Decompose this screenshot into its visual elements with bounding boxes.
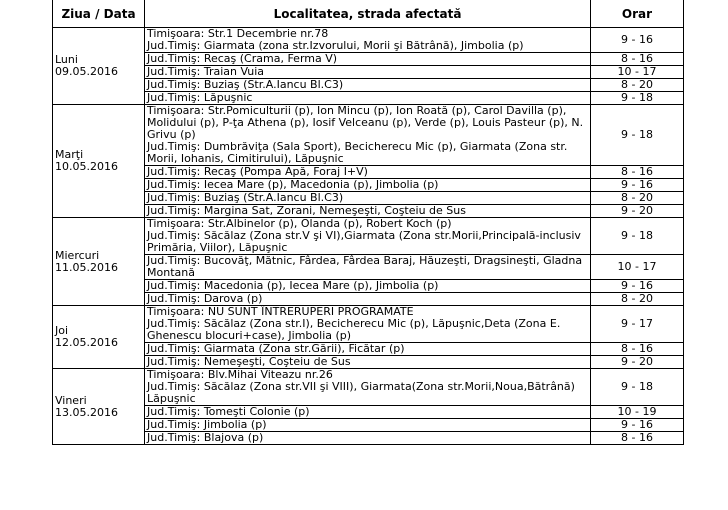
table-row: [53, 53, 684, 66]
table-row: [53, 28, 684, 53]
location-cell: [145, 218, 591, 255]
location-cell: [145, 343, 591, 356]
table-row: [53, 79, 684, 92]
day-name: Miercuri: [55, 248, 100, 262]
location-line: Lăpuşnic: [147, 392, 196, 405]
location-line: Jud.Timiş: Dumbrăviţa (Sala Sport), Becicherecu Mic (p), Giarmata (Zona str.: [147, 140, 568, 153]
table-row: [53, 105, 684, 166]
day-cell: [53, 369, 145, 445]
schedule-cell: 8 - 20: [591, 293, 684, 306]
schedule-cell: 9 - 16: [591, 179, 684, 192]
day-date: 09.05.2016: [55, 65, 118, 78]
location-line: Jud.Timiş: Bucovăţ, Mătnic, Fârdea, Fârdea Baraj, Hăuzeşti, Dragsineşti, Gladna: [147, 254, 583, 267]
day-date: 13.05.2016: [55, 405, 118, 419]
location-line: Morii, Iohanis, Cimitirului), Lăpuşnic: [147, 152, 344, 165]
schedule-cell: 10 - 17: [591, 255, 684, 280]
table-row: [53, 280, 684, 293]
day-date: 10.05.2016: [55, 160, 118, 173]
location-cell: [145, 369, 591, 406]
table-row: [53, 255, 684, 280]
location-cell: [145, 293, 591, 306]
location-cell: [145, 432, 591, 445]
table-row: [53, 306, 684, 343]
location-line: Jud.Timiş: Blajova (p): [147, 431, 264, 444]
location-line: Jud.Timiş: Lăpuşnic: [147, 91, 253, 104]
schedule-cell: 8 - 20: [591, 192, 684, 205]
location-cell: [145, 79, 591, 92]
schedule-cell: 10 - 19: [591, 406, 684, 419]
day-name: Vineri: [55, 393, 87, 407]
location-line: Jud.Timiş: Săcălaz (Zona str.I), Becicherecu Mic (p), Lăpuşnic,Deta (Zona E.: [147, 317, 561, 330]
day-cell: [53, 28, 145, 105]
location-cell: [145, 53, 591, 66]
location-line: Molidului (p), P-ţa Athena (p), Iosif Velceanu (p), Verde (p), Louis Pasteur (p), N.: [147, 116, 584, 129]
location-cell: [145, 166, 591, 179]
location-line: Jud.Timiş: Buziaş (Str.A.Iancu Bl.C3): [147, 78, 344, 91]
header-location: Localitatea, strada afectată: [145, 0, 591, 28]
header-schedule: Orar: [591, 0, 684, 28]
location-cell: [145, 205, 591, 218]
location-cell: [145, 192, 591, 205]
location-line: Jud.Timiş: Darova (p): [147, 292, 263, 305]
table-row: [53, 92, 684, 105]
schedule-body: [53, 28, 684, 445]
location-line: Jud.Timiş: Macedonia (p), Iecea Mare (p), Jimbolia (p): [147, 279, 439, 292]
day-cell: [53, 306, 145, 369]
location-line: Primăria, Viilor), Lăpuşnic: [147, 241, 288, 254]
day-cell: [53, 105, 145, 218]
location-cell: [145, 105, 591, 166]
location-line: Jud.Timiş: Giarmata (Zona str.Gării), Ficătar (p): [147, 342, 405, 355]
schedule-cell: 9 - 20: [591, 205, 684, 218]
location-line: Timişoara: Blv.Mihai Viteazu nr.26: [147, 368, 333, 381]
location-line: Timişoara: Str.Pomiculturii (p), Ion Mincu (p), Ion Roată (p), Carol Davilla (p),: [147, 104, 567, 117]
location-line: Timişoara: Str.1 Decembrie nr.78: [147, 27, 329, 40]
location-line: Jud.Timiş: Giarmata (zona str.Izvorului, Morii şi Bătrână), Jimbolia (p): [147, 39, 524, 52]
schedule-cell: 9 - 16: [591, 419, 684, 432]
table-row: [53, 218, 684, 255]
day-name: Joi: [55, 324, 69, 337]
location-line: Jud.Timiş: Recaş (Crama, Ferma V): [147, 52, 338, 65]
location-line: Jud.Timiş: Săcălaz (Zona str.VII şi VIII), Giarmata(Zona str.Morii,Noua,Bătrână): [147, 380, 575, 393]
location-line: Jud.Timiş: Tomeşti Colonie (p): [147, 405, 310, 418]
schedule-cell: 8 - 16: [591, 432, 684, 445]
table-row: [53, 432, 684, 445]
table-row: [53, 179, 684, 192]
location-cell: [145, 306, 591, 343]
location-line: Jud.Timiş: Recaş (Pompa Apă, Foraj I+V): [147, 165, 368, 178]
location-line: Grivu (p): [147, 128, 196, 141]
location-cell: [145, 356, 591, 369]
schedule-cell: 9 - 20: [591, 356, 684, 369]
location-line: Jud.Timiş: Iecea Mare (p), Macedonia (p), Jimbolia (p): [147, 178, 439, 191]
location-cell: [145, 419, 591, 432]
location-cell: [145, 92, 591, 105]
header-day: Ziua / Data: [53, 0, 145, 28]
schedule-cell: 9 - 18: [591, 369, 684, 406]
location-line: Jud.Timiş: Jimbolia (p): [147, 418, 267, 431]
schedule-cell: 8 - 20: [591, 79, 684, 92]
schedule-cell: 9 - 16: [591, 28, 684, 53]
table-row: [53, 406, 684, 419]
schedule-cell: 9 - 18: [591, 218, 684, 255]
header-row: [53, 0, 684, 28]
schedule-cell: 8 - 16: [591, 53, 684, 66]
location-cell: [145, 406, 591, 419]
table-row: [53, 419, 684, 432]
location-line: Timişoara: Str.Albinelor (p), Olanda (p), Robert Koch (p): [147, 217, 452, 230]
location-cell: [145, 28, 591, 53]
location-line: Ghenescu blocuri+case), Jimbolia (p): [147, 329, 352, 342]
schedule-cell: 10 - 17: [591, 66, 684, 79]
schedule-cell: 8 - 16: [591, 166, 684, 179]
schedule-cell: 9 - 18: [591, 92, 684, 105]
table-row: [53, 166, 684, 179]
location-line: Jud.Timiş: Margina Sat, Zorani, Nemeşeşti, Coşteiu de Sus: [147, 204, 466, 217]
table-row: [53, 192, 684, 205]
location-line: Jud.Timiş: Nemeşeşti, Coşteiu de Sus: [147, 355, 351, 368]
location-line: Montană: [147, 266, 195, 279]
location-line: Jud.Timiş: Săcălaz (Zona str.V şi VI),Giarmata (Zona str.Morii,Principală-inclusiv: [147, 229, 581, 242]
day-name: Marţi: [55, 148, 84, 161]
table-row: [53, 293, 684, 306]
schedule-cell: 9 - 17: [591, 306, 684, 343]
table-row: [53, 356, 684, 369]
day-date: 11.05.2016: [55, 260, 118, 274]
location-line: Jud.Timiş: Traian Vuia: [147, 65, 265, 78]
location-cell: [145, 179, 591, 192]
schedule-cell: 8 - 16: [591, 343, 684, 356]
schedule-cell: 9 - 18: [591, 105, 684, 166]
outage-schedule-table: [52, 0, 684, 445]
location-line: Timişoara: NU SUNT ÎNTRERUPERI PROGRAMATE: [147, 305, 414, 318]
location-cell: [145, 280, 591, 293]
day-date: 12.05.2016: [55, 336, 118, 349]
location-cell: [145, 66, 591, 79]
location-line: Jud.Timiş: Buziaş (Str.A.Iancu Bl.C3): [147, 191, 344, 204]
table-row: [53, 343, 684, 356]
table-row: [53, 369, 684, 406]
table-row: [53, 66, 684, 79]
location-cell: [145, 255, 591, 280]
day-name: Luni: [55, 53, 78, 66]
day-cell: [53, 218, 145, 306]
schedule-cell: 9 - 16: [591, 280, 684, 293]
table-row: [53, 205, 684, 218]
